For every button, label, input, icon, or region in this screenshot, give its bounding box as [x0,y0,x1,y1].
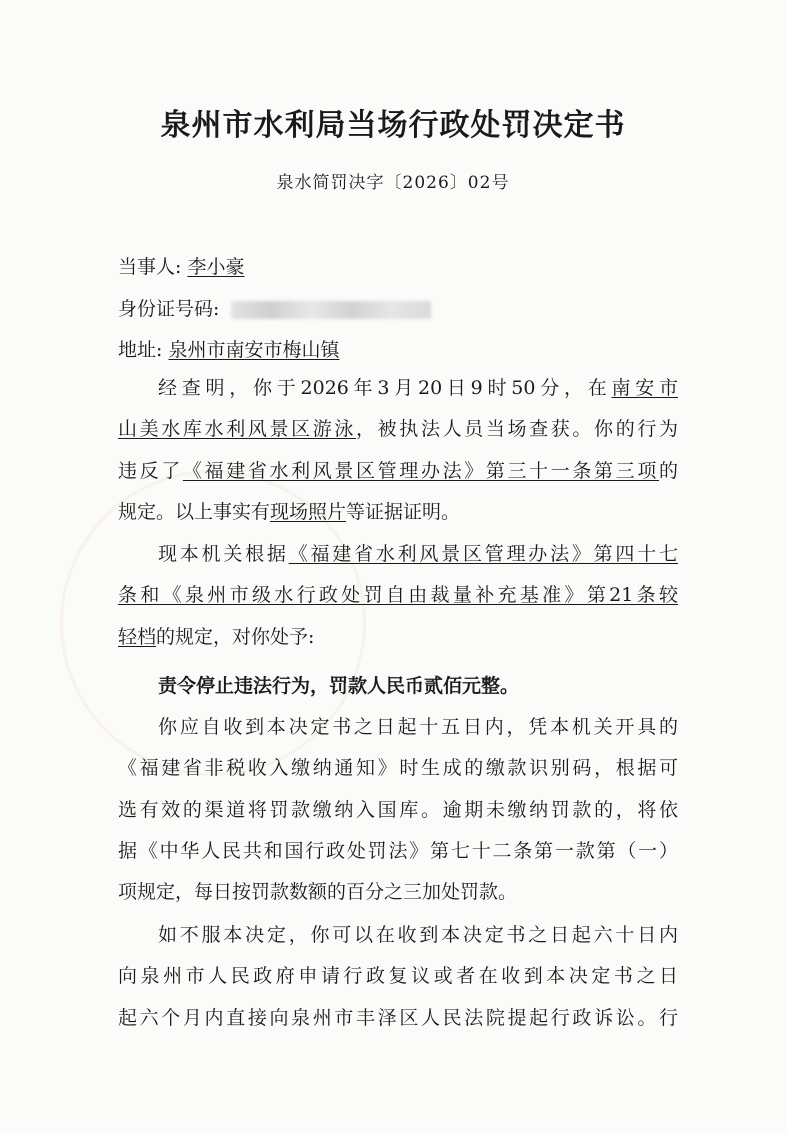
party-label: 当事人: [118,256,188,278]
address-label: 地址: [118,339,169,361]
appeal-line: 起六个月内直接向泉州市丰泽区人民法院提起行政诉讼。行 [118,1006,678,1029]
basis-line: 现本机关根据《福建省水利风景区管理办法》第四十七 [158,543,678,565]
facts-line: 违反了《福建省水利风景区管理办法》第三十一条第三项的 [118,459,678,482]
address-value: 泉州市南安市梅山镇 [168,339,340,361]
facts-paragraph [118,368,678,533]
payment-line: 项规定，每日按罚款数额的百分之三加处罚款。 [118,881,518,904]
facts-line: 山美水库水利风景区游泳，被执法人员当场查获。你的行为 [118,418,678,441]
payment-line: 《福建省非税收入缴纳通知》时生成的缴款识别码，根据可 [118,757,678,780]
penalty-paragraph [118,666,678,707]
payment-line: 选有效的渠道将罚款缴纳入国库。逾期未缴纳罚款的，将依 [118,798,678,821]
facts-line: 经查明，你于2026年3月20日9时50分，在南安市 [158,377,678,399]
redacted-id-number [231,301,431,319]
appeal-line: 向泉州市人民政府申请行政复议或者在收到本决定书之日 [118,965,678,988]
address-field [118,336,339,364]
id-field [118,295,431,323]
payment-paragraph [118,707,678,913]
appeal-paragraph [118,915,678,1039]
penalty-text: 责令停止违法行为，罚款人民币贰佰元整。 [158,675,520,697]
party-value: 李小豪 [187,256,245,278]
payment-line: 你应自收到本决定书之日起十五日内，凭本机关开具的 [158,716,678,738]
document-title: 泉州市水利局当场行政处罚决定书 [160,108,626,143]
facts-line: 规定。以上事实有现场照片等证据证明。 [118,500,461,523]
basis-line: 轻档的规定，对你处予: [118,625,315,648]
basis-paragraph [118,534,678,658]
id-label: 身份证号码: [118,298,226,320]
document-number: 泉水简罚决字〔2026〕02号 [276,173,510,193]
party-field [118,253,244,281]
payment-line: 据《中华人民共和国行政处罚法》第七十二条第一款第（一） [118,839,678,862]
appeal-line: 如不服本决定，你可以在收到本决定书之日起六十日内 [158,924,678,946]
basis-line: 条和《泉州市级水行政处罚自由裁量补充基准》第21条较 [118,584,678,607]
